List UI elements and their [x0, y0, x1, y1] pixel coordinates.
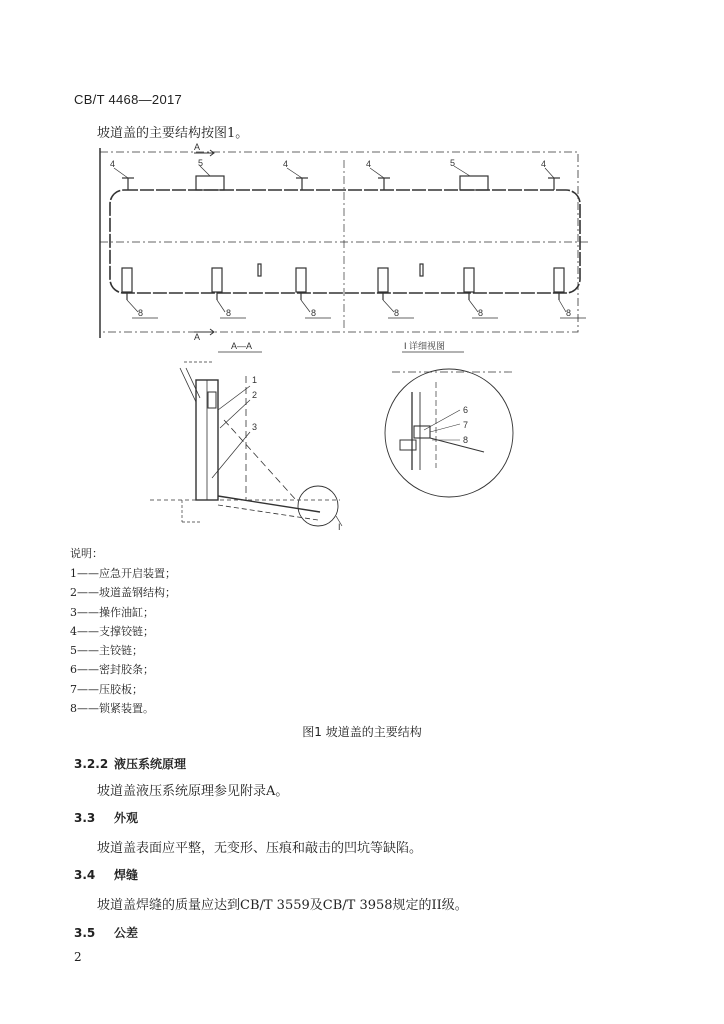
section-marker-bottom: A	[194, 332, 201, 342]
callout-top-3: 4	[283, 159, 289, 169]
section-body-3-4: 坡道盖焊缝的质量应达到CB/T 3559及CB/T 3958规定的II级。	[97, 898, 468, 913]
section-heading-3-4	[74, 866, 138, 883]
legend-item: 7——压胶板；	[70, 682, 143, 696]
section-number: 3.3	[74, 811, 96, 825]
callout-top-5: 5	[450, 158, 456, 168]
callout-top-4: 4	[366, 159, 372, 169]
section-heading-3-2-2	[74, 755, 186, 772]
legend-item: 1——应急开启装置；	[70, 567, 176, 580]
legend-item: 8——锁紧装置。	[70, 702, 154, 716]
section-number: 3.5	[74, 926, 96, 940]
callout-bottom-6: 8	[566, 308, 572, 318]
section-callout-1: 1	[252, 375, 258, 385]
callout-top-6: 4	[541, 159, 547, 169]
detail-callout-6: 6	[463, 405, 469, 415]
callout-top-2: 5	[198, 158, 204, 168]
section-number: 3.2.2	[74, 757, 109, 771]
section-title: 液压系统原理	[114, 757, 187, 771]
callout-bottom-5: 8	[478, 308, 484, 318]
standard-code: CB/T 4468—2017	[74, 92, 183, 107]
cover-plate	[110, 190, 580, 293]
detail-marker: I	[338, 522, 341, 532]
callout-bottom-4: 8	[394, 308, 400, 318]
section-body-3-3: 坡道盖表面应平整，无变形、压痕和敲击的凹坑等缺陷。	[97, 841, 423, 856]
legend-item: 6——密封胶条；	[70, 663, 154, 677]
section-number: 3.4	[74, 868, 96, 882]
callout-top-1: 4	[110, 159, 116, 169]
detail-callout-8: 8	[463, 435, 469, 445]
callout-bottom-2: 8	[226, 308, 232, 318]
section-view-title: A—A	[231, 341, 253, 351]
section-callout-2: 2	[252, 390, 258, 400]
legend-list	[70, 564, 176, 718]
intro-text: 坡道盖的主要结构按图1。	[97, 126, 249, 141]
section-title: 外观	[114, 811, 139, 825]
section-title: 焊缝	[114, 868, 139, 882]
legend-item: 5——主铰链；	[70, 644, 143, 658]
callout-bottom-1: 8	[138, 308, 144, 318]
section-callout-3: 3	[252, 422, 258, 432]
callout-bottom-3: 8	[311, 308, 317, 318]
section-title: 公差	[114, 926, 139, 940]
legend-item: 3——操作油缸；	[70, 605, 154, 619]
detail-callout-7: 7	[463, 420, 469, 430]
detail-view-title: I 详细视图	[404, 341, 446, 351]
section-marker-top: A	[194, 142, 201, 152]
section-heading-3-3	[74, 809, 138, 826]
legend-item: 4——支撑铰链；	[70, 624, 154, 638]
figure-caption: 图1 坡道盖的主要结构	[302, 725, 422, 739]
section-heading-3-5	[74, 924, 138, 941]
section-body-3-2-2: 坡道盖液压系统原理参见附录A。	[97, 784, 289, 799]
page-number: 2	[74, 950, 82, 964]
legend-title: 说明：	[70, 547, 103, 560]
legend-item: 2——坡道盖钢结构；	[70, 586, 176, 600]
